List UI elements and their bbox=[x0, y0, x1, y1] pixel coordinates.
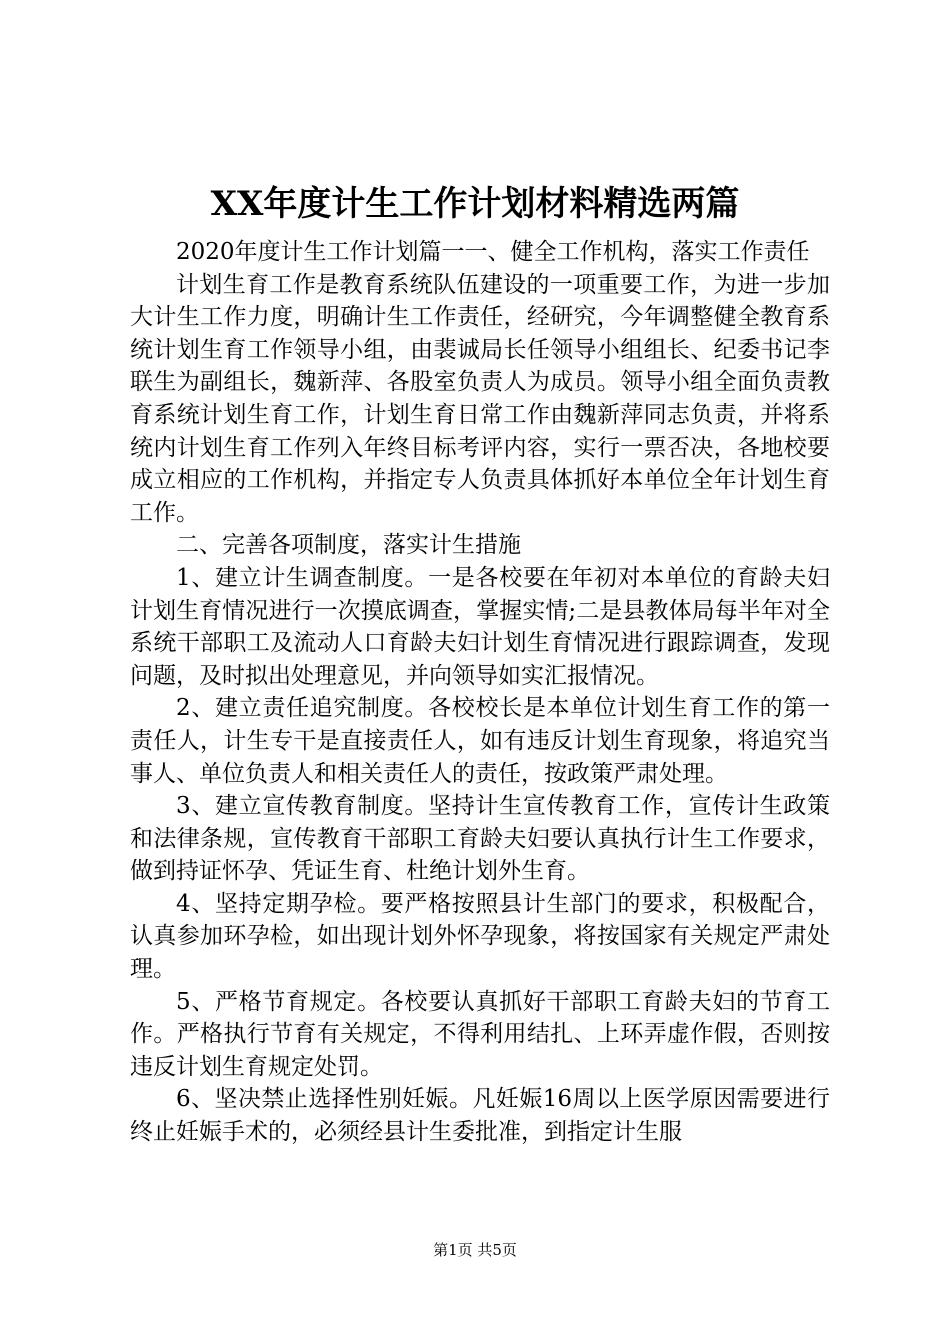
paragraph-item-5: 5、严格节育规定。各校要认真抓好干部职工育龄夫妇的节育工作。严格执行节育有关规定，不得利用结扎、上环弄虚作假，否则按违反计划生育规定处罚。 bbox=[130, 988, 830, 1080]
paragraph-item-6: 6、坚决禁止选择性别妊娠。凡妊娠16周以上医学原因需要进行终止妊娠手术的，必须经县计生委批准，到指定计生服 bbox=[130, 1086, 830, 1146]
paragraph-item-1: 1、建立计生调查制度。一是各校要在年初对本单位的育龄夫妇计划生育情况进行一次摸底调查，掌握实情;二是县教体局每半年对全系统干部职工及流动人口育龄夫妇计划生育情况进行跟踪调查，发现问题，及时拟出处理意见，并向领导如实汇报情况。 bbox=[130, 564, 830, 689]
paragraph-organization: 计划生育工作是教育系统队伍建设的一项重要工作，为进一步加大计生工作力度，明确计生工作责任，经研究，今年调整健全教育系统计划生育工作领导小组，由裴诚局长任领导小组组长、纪委书记李联生为副组长，魏新萍、各股室负责人为成员。领导小组全面负责教育系统计划生育工作，计划生育日常工作由魏新萍同志负责，并将系统内计划生育工作列入年终目标考评内容，实行一票否决，各地校要成立相应的工作机构，并指定专人负责具体抓好本单位全年计划生育工作。 bbox=[130, 271, 830, 526]
document-body bbox=[130, 236, 830, 1149]
paragraph-item-3: 3、建立宣传教育制度。坚持计生宣传教育工作，宣传计生政策和法律条规，宣传教育干部职工育龄夫妇要认真执行计生工作要求，做到持证怀孕、凭证生育、杜绝计划外生育。 bbox=[130, 793, 830, 885]
paragraph-section-two-heading: 二、完善各项制度，落实计生措施 bbox=[176, 532, 521, 559]
paragraph-item-4: 4、坚持定期孕检。要严格按照县计生部门的要求，积极配合，认真参加环孕检，如出现计划外怀孕现象，将按国家有关规定严肃处理。 bbox=[130, 890, 830, 983]
paragraph-item-2: 2、建立责任追究制度。各校校长是本单位计划生育工作的第一责任人，计生专干是直接责任人，如有违反计划生育现象，将追究当事人、单位负责人和相关责任人的责任，按政策严肃处理。 bbox=[130, 695, 830, 787]
page-footer: 第1页 共5页 bbox=[433, 1241, 517, 1259]
document-title: XX年度计生工作计划材料精选两篇 bbox=[210, 184, 740, 224]
paragraph-intro: 2020年度计生工作计划篇一一、健全工作机构，落实工作责任 bbox=[176, 239, 810, 265]
